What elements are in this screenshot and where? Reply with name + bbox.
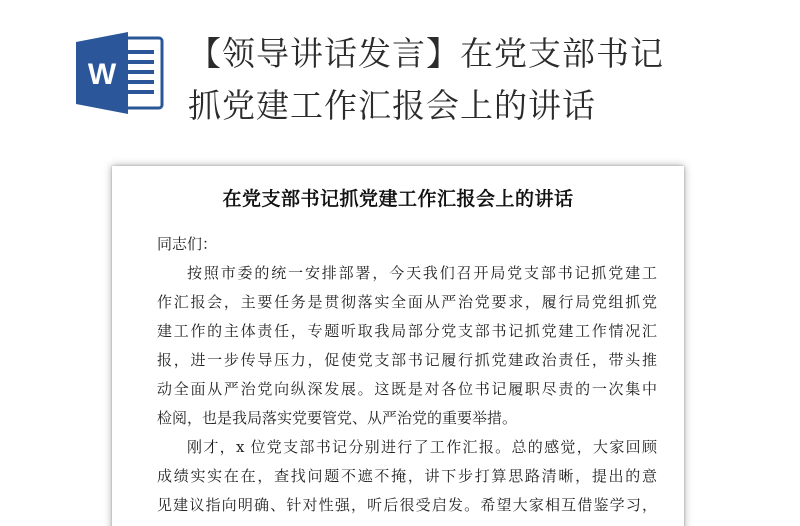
paragraph-line: 建工作的主体责任，专题听取我局部分党支部书记抓党建工作情况汇 [157,322,657,340]
header-title-line-1: 【领导讲话发言】在党支部书记 [188,34,664,73]
header-title-line-2: 抓党建工作汇报会上的讲话 [188,86,596,125]
paragraph-line: 刚才，x 位党支部书记分别进行了工作汇报。总的感觉，大家回顾 [187,438,657,456]
document-body [157,230,657,520]
paragraph-line: 成绩实实在在，查找问题不遮不掩，讲下步打算思路清晰，提出的意 [157,467,657,485]
word-icon-letter: W [87,58,117,91]
salutation: 同志们： [157,235,218,253]
paragraph-line: 报，进一步传导压力，促使党支部书记履行抓党建政治责任，带头推 [157,351,657,369]
header-title [188,28,768,132]
document-page [112,166,684,526]
word-icon [74,30,166,116]
paragraph-line: 按照市委的统一安排部署，今天我们召开局党支部书记抓党建工 [187,264,657,282]
paragraph-line: 动全面从严治党向纵深发展。这既是对各位书记履职尽责的一次集中 [157,380,657,398]
paragraph-line: 检阅，也是我局落实党要管党、从严治党的重要举措。 [157,409,518,427]
paragraph-line: 见建议指向明确、针对性强，听后很受启发。希望大家相互借鉴学习， [157,496,657,514]
document-title: 在党支部书记抓党建工作汇报会上的讲话 [222,188,574,210]
paragraph-line: 作汇报会，主要任务是贯彻落实全面从严治党要求，履行局党组抓党 [157,293,657,311]
